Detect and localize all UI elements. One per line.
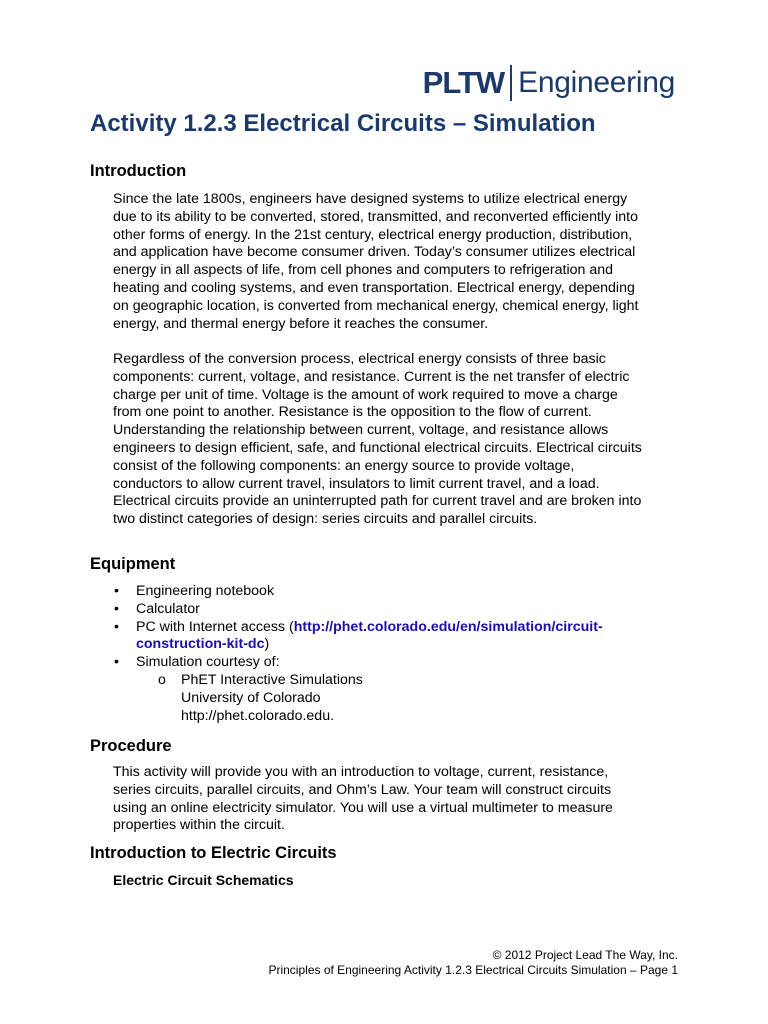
text-line: Electrical circuits provide an uninterrupted path for current travel and are broken into [113,493,642,510]
text-line: properties within the circuit. [113,817,285,834]
list-item-text [136,619,683,637]
section-heading: Introduction to Electric Circuits [90,844,337,862]
list-item [113,583,683,601]
text-line: components: current, voltage, and resistance. Current is the net transfer of electric [113,368,630,385]
list-item-text [136,636,683,654]
text-line: from one point to another. Resistance is the opposition to the flow of current. [113,404,592,421]
logo-division: Engineering [518,66,675,99]
text-line: Since the late 1800s, engineers have designed systems to utilize electrical energy [113,191,628,207]
text-line: heating and cooling systems, and even transportation. Electrical energy, depending [113,279,635,296]
text-line: Regardless of the conversion process, electrical energy consists of three basic [113,351,606,367]
text-fragment: PC with Internet access ( [136,618,294,635]
text-line: due to its ability to be converted, stored, transmitted, and reconverted efficiently into [113,208,638,225]
sub-bullet-icon: o [158,671,166,688]
text-line: two distinct categories of design: series circuits and parallel circuits. [113,511,538,528]
pltw-engineering-logo [423,63,675,103]
text-line: and application have become consumer driven. Today’s consumer utilizes electrical [113,244,636,261]
equipment-heading: Equipment [90,555,176,573]
list-item-text: Engineering notebook [136,583,275,599]
text-line: on geographic location, is converted from mechanical energy, chemical energy, light [113,297,639,314]
text-line: http://phet.colorado.edu. [181,707,335,724]
text-line: series circuits, parallel circuits, and Ohm’s Law. Your team will construct circuits [113,781,612,798]
list-item [113,619,683,655]
list-item [113,601,683,619]
text-line: energy, and thermal energy before it reaches the consumer. [113,315,489,332]
bullet-icon: • [114,618,119,635]
text-line: This activity will provide you with an introduction to voltage, current, resistance, [113,764,609,780]
footer-page-label: Principles of Engineering Activity 1.2.3 Electrical Circuits Simulation – Page 1 [268,963,678,977]
text-line: using an online electricity simulator. You will use a virtual multimeter to measure [113,799,613,816]
sub-list-item [113,672,683,725]
procedure-paragraph [113,764,683,835]
text-line: University of Colorado [181,689,321,706]
list-item-text: Simulation courtesy of: [136,654,280,671]
text-line: other forms of energy. In the 21st century, electrical energy production, distribution, [113,226,633,243]
equipment-list [113,583,683,725]
introduction-paragraph-1 [113,191,683,333]
phet-simulation-link-continued[interactable]: construction-kit-dc [136,636,265,653]
text-line: energy in all aspects of life, from cell phones and computers to refrigeration and [113,262,613,279]
text-line: PhET Interactive Simulations [181,671,363,688]
list-item-text: Calculator [136,600,200,617]
text-line: Understanding the relationship between current, voltage, and resistance allows [113,422,609,439]
text-line: engineers to design efficient, safe, and functional electrical circuits. Electrical circuits [113,439,642,456]
copyright-text: © 2012 Project Lead The Way, Inc. [492,948,678,962]
logo-divider [510,65,512,101]
introduction-heading: Introduction [90,162,187,180]
introduction-paragraph-2 [113,351,683,529]
bullet-icon: • [114,600,119,617]
page-footer [268,948,678,978]
procedure-heading: Procedure [90,737,172,755]
logo-brand: PLTW [422,65,505,100]
phet-simulation-link[interactable]: http://phet.colorado.edu/en/simulation/circuit- [293,618,603,635]
list-item [113,654,683,672]
bullet-icon: • [114,583,119,599]
text-fragment: ) [264,636,270,653]
text-line: charge per unit of time. Voltage is the amount of work required to move a charge [113,386,618,403]
text-line: conductors to allow current travel, insulators to limit current travel, and a load. [113,475,600,492]
text-line: consist of the following components: an energy source to provide voltage, [113,457,575,474]
subsection-heading: Electric Circuit Schematics [113,872,294,888]
bullet-icon: • [114,654,119,671]
page-title: Activity 1.2.3 Electrical Circuits – Simulation [90,110,596,137]
